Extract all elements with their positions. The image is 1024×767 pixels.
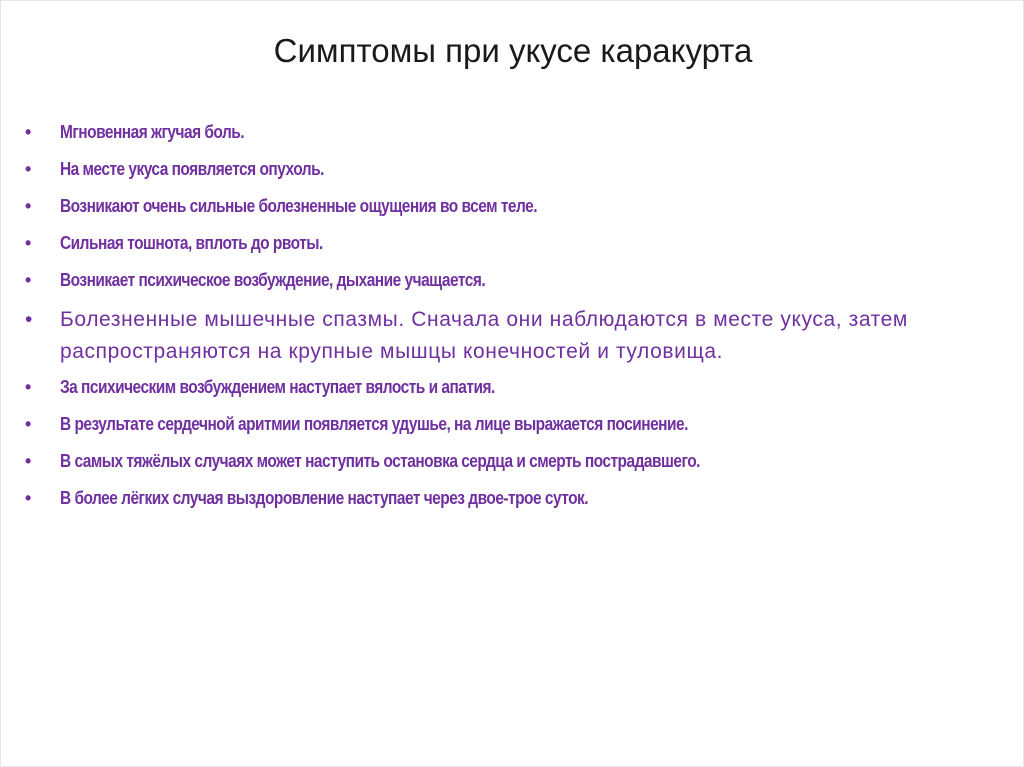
list-item-text: В самых тяжёлых случаях может наступить остановка сердца и смерть пострадавшего. [60, 451, 700, 471]
list-item-text: На месте укуса появляется опухоль. [60, 159, 324, 179]
bullet-icon: • [25, 196, 31, 216]
list-item [25, 267, 985, 293]
bullet-icon: • [25, 233, 31, 253]
list-item [25, 485, 985, 511]
list-item-text: Сильная тошнота, вплоть до рвоты. [60, 233, 323, 253]
slide-title: Симптомы при укусе каракурта [273, 32, 753, 69]
list-item [25, 230, 985, 256]
list-item-text: Возникают очень сильные болезненные ощущения во всем теле. [60, 196, 537, 216]
bullet-icon: • [25, 414, 31, 434]
list-item [25, 119, 985, 145]
list-item-text: За психическим возбуждением наступает вялость и апатия. [60, 377, 495, 397]
list-item [25, 448, 985, 474]
list-item [25, 304, 985, 368]
symptom-list [25, 119, 985, 522]
list-item-text: Возникает психическое возбуждение, дыхание учащается. [60, 270, 486, 290]
bullet-icon: • [25, 377, 31, 397]
bullet-icon: • [25, 451, 31, 471]
list-item-text: В более лёгких случая выздоровление наступает через двое-трое суток. [60, 488, 589, 508]
bullet-icon: • [25, 122, 31, 142]
list-item-text: Мгновенная жгучая боль. [60, 122, 245, 142]
bullet-icon: • [25, 270, 31, 290]
bullet-icon: • [25, 488, 31, 508]
bullet-icon: • [25, 159, 31, 179]
list-item [25, 156, 985, 182]
list-item [25, 193, 985, 219]
bullet-icon: • [25, 308, 33, 331]
list-item-text: Болезненные мышечные спазмы. Сначала они наблюдаются в месте укуса, затем распространяются на крупные мышцы конечностей и туловища. [60, 308, 908, 363]
list-item [25, 411, 985, 437]
list-item-text: В результате сердечной аритмии появляется удушье, на лице выражается посинение. [60, 414, 688, 434]
list-item [25, 374, 985, 400]
